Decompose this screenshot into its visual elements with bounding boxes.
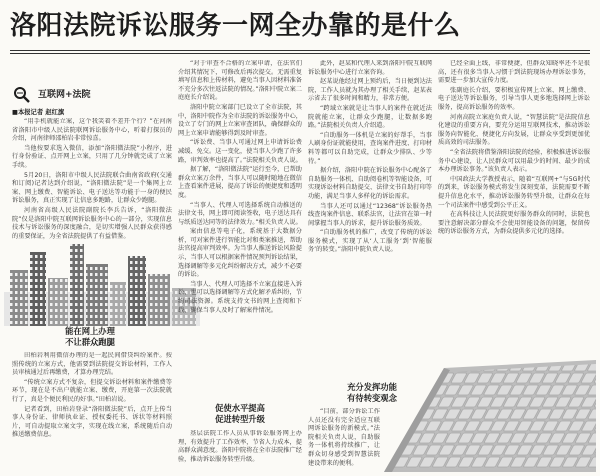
subhead-middle: 促使水平提高 促进转型升级 [215, 403, 265, 424]
column-3-bottom [308, 408, 380, 472]
paragraph: “自助服务一体机是立案的好帮手，当事人刷身份证就能使用，查询案件进度、打印材料等都可以自助完成，让群众少排队、少等待。” [308, 131, 432, 165]
paragraph: 据介绍，洛阳中院在诉讼服务中心配备了自助服务一体机、自助阅卷机等智能设备，可实现诉讼材料自助提交、法律文书自助打印等功能，满足当事人多样化的诉讼需求。 [308, 167, 432, 200]
paragraph: “跨域立案就是让当事人的案件在就近法院就能立案，让群众少跑腿，让数据多跑路。”法院相关负责人介绍道。 [308, 104, 432, 130]
paragraph: 当事人、代理人可选择不立案直接进入诉讼，也可以选择调解等方式化解矛盾纠纷，节约司法资源。系统支持文书的网上查阅和下载，确保当事人及时了解案件情况。 [178, 280, 302, 314]
column-3 [308, 60, 432, 378]
paragraph: 已经全面上线，非常便捷，但群众知晓率还不是很高，还有很多当事人习惯于到法院现场办理诉讼事务，需要进一步加大宣传力度。 [438, 60, 590, 85]
paragraph: “传统立案方式不复杂，但提交诉讼材料和案件缴费等环节，现在是不出户就能立案、缴费，开庭第一次法院就行了，真是个便民利民的好事。”田柏岩说。 [12, 378, 172, 403]
paragraph: 基层法院工作人员从事诉讼服务网上办理，有效提升了工作效率，节省人力成本，提高群众满意度。洛阳中院将在全市法院推广经验，推动诉讼服务转型升级。 [178, 430, 302, 463]
paragraph: 张副庭长介绍，要积极宣传网上立案、网上缴费、电子送达等诉讼服务，引导当事人更多地选择网上诉讼服务，提高诉讼服务的效率。 [438, 86, 590, 111]
paragraph: 当他按要求选入微信，添加“洛阳微法院”小程序，进行身份验证、点开网上立案，只用了几分钟就完成了立案手续。 [12, 144, 172, 169]
headline-rule-2 [10, 53, 590, 54]
paragraph: 5月20日，洛阳市中级人民法院联合曲南省政府(交通和订阅)记者达到介绍说，“洛阳微法院”是一个集网上立案、网上缴费、智能诉讼、电子送达等功能于一身的便民诉讼服务，真正实现了让信息多跑路，让群众少跑腿。 [12, 171, 172, 205]
city-skyline-illustration [4, 230, 200, 326]
paragraph: 案由信息等电子化，系统基于大数据分析，可对案件进行智能比对和类案推送，帮助法官提高审判效率。为当事人推送诉讼风险提示，当事人可以根据案件情况预判诉讼结果，选择调解等多元化纠纷解决方式，减少不必要的诉讼。 [178, 228, 302, 279]
paragraph: “用手机就能立案，这个我笑着不差开个行？”在河南省洛阳市中级人民法院联网诉讼服务中心，听着打探员的介绍，河南律师邵柏岩非常惊喜。 [12, 118, 172, 143]
paragraph: “当事人、代理人可选择系统自动推送的法律文书，网上即可阅读签收，电子送达具有与纸质送达同等的法律效力。”相关负责人说。 [178, 201, 302, 226]
paragraph: 赵某说他经过网上预约后，当日便到达法院，工作人员就为其办理了相关手续，赵某表示省去了很多时间和精力，非常方便。 [308, 78, 432, 103]
subhead-left: 能在网上办理 不让群众跑腿 [65, 326, 115, 347]
headline: 洛阳法院诉讼服务一网全办靠的是什么 [10, 11, 461, 41]
column-2 [178, 60, 302, 400]
paragraph: 此外，赵某和代理人来到洛阳中院互联网诉讼服务中心进行立案咨询。 [308, 60, 432, 76]
keyboard-photo [384, 360, 596, 472]
paragraph: 河南省高级人民法院副院长李兵告诉，“洛阳微法院”仅是洛阳中院互联网诉讼服务中心的一部分，实现信息技术与诉讼服务的深度融合，是切实增强人民群众获得感的重要保证，为全省法院提供了有益借鉴。 [12, 206, 172, 240]
column-4 [438, 60, 590, 360]
section-logo [12, 86, 162, 104]
paragraph: “诉讼费、当事人可通过网上申请诉讼费减缓、免交。这一变化，使当事人少跑了许多路，审判效率也提高了。”法院相关负责人说。 [178, 139, 302, 164]
paragraph: “目前，部分诉讼工作人员还没有完全适应互联网诉讼服务的新模式。”法院相关负责人说，自助服务一体机将持续推广，让群众切身感受到智慧法院建设带来的便利。 [308, 408, 380, 467]
paragraph: 洛阳中院立案部门已设立了全市法院，其中，洛阳中院作为全市法院的诉讼服务中心，设立了专门的网上立案审查团队，确保群众的网上立案申请能够得到及时审查。 [178, 103, 302, 137]
paragraph: 在高科技让人民法院更好服务群众的同时，法院也要注意解决部分群众不会使用智能设备的问题，保留传统的诉讼服务方式，为群众提供多元化的选择。 [438, 211, 590, 236]
paragraph: 据了解，“洛阳微法院”运行至今，已帮助群众立案万余件，当事人可以随时随地在微信上查看案件进展，提高了诉讼的便捷度和透明度。 [178, 166, 302, 199]
paragraph: 中国政法大学教授表示，随着“互联网+”与5G时代的到来，诉讼服务模式将发生深刻变革，法院需要不断提升信息化水平，推动诉讼服务转型升级，让群众在每一个司法案件中感受到公平正义。 [438, 175, 590, 209]
paragraph: 当事人还可以通过“12368”诉讼服务热线查询案件信息、联系法官，让法官在第一时间掌握当事人的诉求，提升诉讼服务质效。 [308, 202, 432, 227]
column-1-bottom [12, 352, 172, 472]
paragraph: 河南高院立案庭负责人说，“智慧法院”是法院信息化建设的重要方向，要充分运用互联网技术，推动诉讼服务向智能化、便捷化方向发展，让群众享受到更加优质高效的司法服务。 [438, 113, 590, 147]
byline: ■本报记者 赵红旗 [12, 109, 65, 116]
paragraph: 田柏岩利用微信办理的是一起民间借贷纠纷案件。按照传统的立案方式，他需要到法院提交诉讼材料，工作人员审核通过后再缴费，才算办理完结。 [12, 352, 172, 377]
paragraph: “对于审查不合格的立案申请，在法官们介绍其情况下，可修改后再次提交。无需重复填写信息和上传材料，避免当事人因材料准备不充分多次往返法院的情况。”洛阳中院立案二庭庭长介绍说。 [178, 60, 302, 102]
headline-rule [10, 50, 590, 51]
section-label: 互联网+法院 [38, 90, 91, 100]
paragraph: “自助服务机的推广，改变了传统的诉讼服务模式，实现了从‘人工服务’到‘智能服务’的转变。”洛阳中院负责人说。 [308, 229, 432, 254]
column-2-bottom [178, 430, 302, 472]
magnifier-logo-icon [12, 86, 34, 104]
subhead-right: 充分发挥功能 有待转变观念 [347, 382, 397, 403]
paragraph: 记者看到，田柏岩登录“洛阳微法院”后，点开上传当事人身份证、律师执业证、授权委托书、诉状等材料照片，可自动提取立案文字，实现在线立案，系统随后自动推送缴费信息。 [12, 405, 172, 439]
paragraph: “全省法院将借鉴洛阳法院的经验，积极推进诉讼服务中心建设，让人民群众可以用最少的时间、最少的成本办理诉讼事务。”该负责人表示。 [438, 148, 590, 174]
